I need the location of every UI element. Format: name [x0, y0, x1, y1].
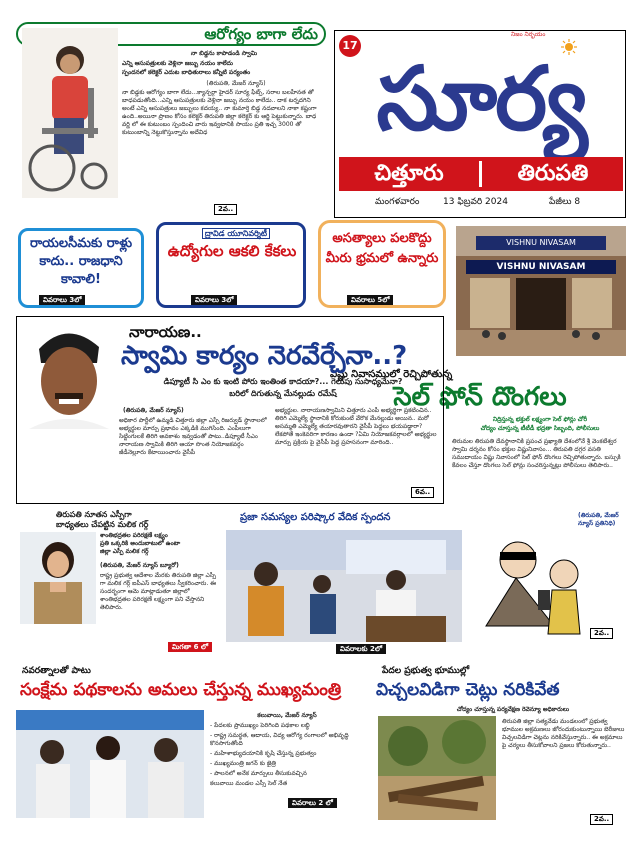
cellphone-kicker: విష్ణు నివాసములో రెచ్చిపోతున్న [330, 369, 453, 380]
welfare-bullet-0: - పేదలకు ప్రాముఖ్యం పెరిగింది పథకాల లబ్ధి [210, 722, 310, 729]
teaser-rayalaseema[interactable] [18, 228, 144, 308]
welfare-bullet-2: - మహిళాభ్యుదయానికి కృషి చేస్తున్న ప్రభుత్వం [210, 750, 317, 757]
sp-kicker: తిరుపతి నూతన ఎస్పీగా [56, 510, 132, 519]
masthead-day: మంగళవారం [375, 197, 420, 207]
masthead-date: 13 ఫిబ్రవరి 2024 [443, 197, 508, 207]
health-subhead: నా బిడ్డను కాపాడండి స్వామి [190, 50, 258, 57]
cellphone-continued[interactable]: 2వ.. [590, 628, 613, 639]
health-dateline: (తిరుపతి, మేజర్ న్యూస్) [206, 80, 266, 87]
teaser-dravida-more[interactable]: వివరాలు 3లో [191, 295, 237, 305]
story-trees [374, 666, 630, 836]
thief-illustration [476, 530, 590, 640]
cellphone-subhead2: చోద్యం చూస్తున్న టీటీడీ భద్రతా సిబ్బంది, పోలీసులు [480, 425, 600, 432]
teaser-rayalaseema-text: రాయలసీమకు రాళ్లు కాదు.. రాజధాని కావాలి! [29, 236, 133, 287]
narayana-kicker: నారాయణ.. [129, 323, 202, 341]
sp-more[interactable]: మిగతా 6 లో [168, 642, 212, 652]
health-lede: ఎన్ని ఆసుపత్రులకు వెళ్లినా జబ్బు నయం కాలేదు [122, 60, 233, 67]
health-headline: ఆరోగ్యం బాగా లేదు [204, 25, 318, 43]
praja-meeting-photo [226, 530, 462, 642]
teaser-asatyalu[interactable] [318, 220, 446, 308]
story-praja [226, 510, 462, 656]
narayana-subhead2: బరిలో దిగుతున్న మేనల్లుడు రమేష్ [229, 389, 337, 398]
narayana-dateline: (తిరుపతి, మేజర్ న్యూస్) [123, 407, 184, 414]
edition-left: చిత్తూరు [374, 161, 444, 186]
praja-headline: ప్రజా సమస్యల పరిష్కార వేదిక స్పందన [240, 512, 391, 523]
masthead-name: సూర్య [376, 47, 586, 150]
masthead-tagline: నిజం నిర్భయం [511, 31, 546, 38]
teaser-dravida-text: ఉద్యోగుల ఆకలి కేకలు [167, 242, 297, 260]
trees-headline: విచ్చలవిడిగా చెట్లు నరికివేత [376, 680, 560, 700]
masthead-pages: పేజీలు 8 [549, 197, 581, 207]
cellphone-dateline: (తిరుపతి, మేజర్ న్యూస్ ప్రతినిధి) [578, 512, 619, 527]
vishnu-nivasam-photo [456, 226, 626, 356]
story-narayana [16, 316, 444, 504]
cellphone-body: తిరుమల తిరుపతి దేవస్థానానికి ప్రపంచ ప్రఖ్యాతి దేశంలోనే శ్రీ వెంకటేశ్వర స్వామి దర్శనం కోసం భక్తుల విష్ణునివాసం... తిరుపతి దగ్గర వసతి సముదాయం విష్ణు నివాసంలో సెల్ ఫోన్ దొంగలు రెచ్చిపోతున్నారు. బస్సుకి కేవలం చేస్తూ దొంగలు సెల్ ఫోన్లు సంచరిస్తున్నట్లు పోలీసులు తెలిపారు.. [452, 438, 621, 469]
story-welfare [16, 666, 366, 836]
trees-body: తిరుపతి జిల్లా సత్యవేడు మండలంలో ప్రభుత్వ భూముల అక్రమణలు జోరందుకుంటున్నాయి బెరీజులు విచ్చలవిడిగా చెట్లను నరికివేస్తున్నారు.. ఈ అక్రమాలు పై చర్యలు తీసుకోవాలని ప్రజలు కోరుతున్నారు.. [502, 718, 625, 749]
edition-bar [339, 157, 623, 191]
sp-portrait-photo [20, 532, 96, 624]
cellphone-headline: సెల్ ఫోన్ దొంగలు [393, 382, 567, 412]
health-body: నా బిడ్డకు ఆరోగ్యం బాగా లేదు...క్యాన్సర్గా హైదర్ సూర్య ఫీట్స్, సరాల బలహీనత తో బాధపడుతోంది...ఎన్ని ఆసుపత్రులకు వెళ్లినా జబ్బు నయం కాలేదు.. దాక టర్నదగిని అంటే ఎన్ని ఆసుపత్రులు జబ్బులు కదయ్య.. నా కుమార్తె బిడ్డ నదవాలని నాకా కష్టంగా ఉంది..అయినా ప్రాణం కోసం కలెక్టర్ తిరుపతి జిల్లా కలెక్టర్ కు ఆర్జి పెట్టుకున్నారు. బాధ వర్ణి లో ఈ కుటుంబం స్పందించి వారు ఇవ్వటానికి సాయం ప్రతి ఇచ్చ 3000 తో కుటుంబాన్ని నెట్టుకొస్తున్నాను అదేవిధ [122, 89, 317, 136]
felled-trees-photo [378, 716, 496, 820]
edition-divider [479, 161, 482, 187]
narayana-continued[interactable]: 6వ.. [411, 487, 434, 498]
teaser-dravida[interactable] [156, 222, 306, 308]
health-lede2: స్పందనలో కలెక్టర్ ఎదుట బాధితురాలు కన్నీటి పర్యంతం [122, 69, 251, 76]
teaser-rayalaseema-more[interactable]: వివరాలు 3లో [39, 295, 85, 305]
photo-sign-top: VISHNU NIVASAM [506, 238, 576, 247]
praja-more[interactable]: వివరాలకు 2లో [336, 644, 386, 654]
narayana-headline: స్వామి కార్యం నెరవేర్చేనా..? [121, 341, 408, 371]
cellphone-subhead: నిద్రిస్తున్న భక్తుల్ లక్ష్యంగా సెల్ ఫోన్లు చోరీ [492, 416, 588, 423]
masthead [334, 30, 626, 218]
sp-subhead: శాంతిభద్రతల పరిరక్షణే లక్ష్యం [100, 532, 168, 539]
photo-sign-bottom: VISHNU NIVASAM [496, 262, 586, 272]
issue-number: 17 [342, 39, 358, 52]
teaser-asatyalu-more[interactable]: వివరాలు 5లో [347, 295, 393, 305]
health-continued[interactable]: 2వ.. [214, 204, 237, 215]
welfare-bullet-1: - రాష్ట్ర సమర్థత, ఆదాయ, విద్య ఆరోగ్య రంగాలలో అభివృద్ధి కొనసాగుతోంది [210, 732, 349, 747]
welfare-bullet-5: కలువాయి మండల ఎస్సీ సెల్ నేత [210, 780, 288, 787]
narayana-subhead: డిప్యూటీ సి ఎం కు ఇంటి పోరు ఇంతింత కాదయా?... గెలుపు సుసాధ్యమేనా? [163, 377, 403, 386]
trees-subhead: చోద్యం చూస్తున్న పర్యవేక్షణ రెవెన్యూ అధికారులు [456, 706, 570, 713]
girl-wheelchair-photo [22, 28, 118, 198]
welfare-dateline: కలువాయి, మేజర్ న్యూస్ [257, 712, 317, 719]
edition-right: తిరుపతి [517, 161, 589, 186]
trees-continued[interactable]: 2వ.. [590, 814, 613, 825]
welfare-more[interactable]: వివరాలు 2 లో [288, 798, 337, 808]
trees-kicker: పేదల ప్రభుత్వ భూముల్లో [382, 666, 470, 676]
welfare-leaders-photo [16, 710, 204, 818]
narayana-body-right: అభ్యర్థుల. నారాయణస్వామిని చిత్తూరు ఎంపీ అభ్యర్థిగా ప్రకటించిన.. తిరిగి ఎమ్మెల్యే స్థానానికి కోరుకుంటే వేరొక మేనల్లుడు అయిన.. మరో అసమ్మతి ఎమ్మెల్యే తయారవుతారని వైసీపీ పెద్దలు భయపడ్డారా? లేకపోతే ఇంకెవరిగా కారణం ఉందా ?ఏమి నియోజకవర్గాలలో అభ్యర్థుల మార్పు ప్రక్రియ పై వైసీపీ పెద్ద ప్రహసనంగా మారింది.. [275, 407, 437, 446]
welfare-headline: సంక్షేమ పథకాలను అమలు చేస్తున్న ముఖ్యమంత్రి [20, 680, 342, 700]
welfare-kicker: నవరత్నాలతో పాటు [22, 666, 91, 676]
teaser-dravida-tag [173, 229, 299, 240]
sp-subhead2: ప్రతి ఒక్కరికి అందుబాటులో ఉంటా [100, 540, 181, 547]
sp-headline: బాధ్యతలు చేపట్టిన మలిక గర్గ్ [56, 520, 149, 529]
sp-subhead3: జిల్లా ఎస్పీ మలిక గర్గ్ [100, 548, 149, 555]
story-sp [16, 510, 220, 656]
sp-dateline: (తిరుపతి, మేజర్ న్యూస్ బ్యూరో) [100, 562, 179, 569]
narayana-body-left: అధికార పార్టీలో ఉమ్మడి చిత్తూరు జిల్లా ఎస్సీ రిజర్వుడ్ స్థానాలలో అభ్యర్థుల మార్పు ప్రభావం ఎక్కడికి ముగిసింది. ఎంపీలుగా సిట్టింగులకే తిరిగి అవకాశం ఇవ్వడంతో పాటు..డిప్యూటీ సీఎం నారాయణ స్వామికి తిరిగి ఆయా సొంత నియోజకవర్గం జీడీనెల్లూరు కేటాయించారు వైసీపీ [119, 417, 267, 456]
welfare-bullet-4: - పాలనలో అనేక మార్పులు తీసుకువచ్చిన [210, 770, 307, 777]
sp-body: రాష్ట్ర ప్రభుత్వ ఆదేశాల మేరకు తిరుపతి జిల్లా ఎస్పీ గా మలిక గర్గ్ ఐపీఎస్ బాధ్యతలు స్వీకరించారు. ఈ సందర్భంగా ఆమె మాట్లాడుతూ జిల్లాలో శాంతిభద్రతల పరిరక్షణే లక్ష్యంగా పని చేస్తానని తెలిపారు. [100, 572, 217, 611]
teaser-asatyalu-text: అసత్యాలు పలకొద్దు మీరు భ్రమలో ఉన్నారు [325, 231, 439, 266]
narayana-portrait-photo [19, 319, 115, 429]
story-health [16, 22, 326, 218]
teaser-dravida-tag-text: ద్రావిడ యూనివర్శిటీ [202, 228, 270, 239]
welfare-bullet-3: - ముఖ్యమంత్రి జగన్ కు జైత్రి [210, 760, 276, 767]
